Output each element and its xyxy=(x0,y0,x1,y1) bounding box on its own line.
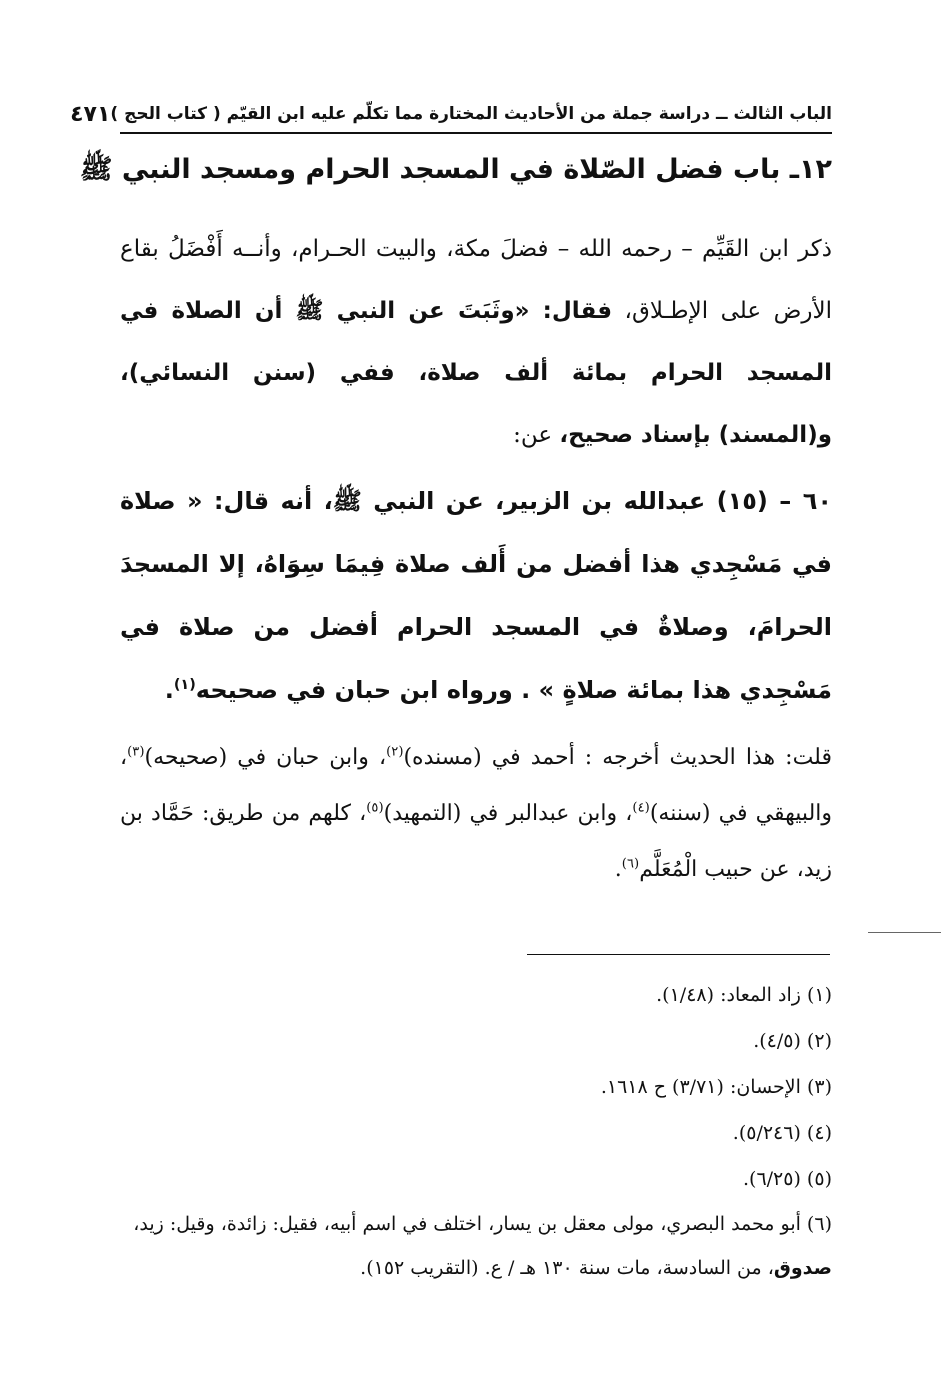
hadith-paragraph xyxy=(120,470,832,722)
footnote-ref: (٥) xyxy=(366,800,384,816)
margin-line xyxy=(868,932,941,933)
footnote-6-text: (٦) أبو محمد البصري، مولى معقل بن يسار، اختلف في اسم أبيه، فقيل: زائدة، وقيل: زيد، xyxy=(133,1213,832,1235)
footnote-6-grade: صدوق xyxy=(773,1257,832,1279)
footnote-separator xyxy=(527,954,830,955)
commentary-paragraph xyxy=(120,730,832,898)
commentary-text: ، والبيهقي في (سننه) xyxy=(120,745,833,826)
page-number: ٤٧١ xyxy=(70,101,111,127)
commentary-text: ، وابن حبان في (صحيحه) xyxy=(144,745,387,770)
intro-quote: فقال: «وثَبَتَ عن النبي ﷺ أن الصلاة في المسجد الحرام بمائة ألف صلاة، ففي (سنن النسائي)، و(المسند) بإسناد صحيح، xyxy=(120,298,832,448)
footnote-ref: (٦) xyxy=(621,856,640,872)
footnotes-list xyxy=(120,972,832,1290)
running-title: الباب الثالث ــ دراسة جملة من الأحاديث المختارة مما تكلّم عليه ابن القيّم ( كتاب الحج ) xyxy=(110,104,832,124)
hadith-end: . xyxy=(164,676,174,704)
footnote-ref: (٤) xyxy=(632,800,650,816)
commentary-text: قلت: هذا الحديث أخرجه : أحمد في (مسنده) xyxy=(403,745,832,770)
hadith-text: ٦٠ – (١٥) عبدالله بن الزبير، عن النبي ﷺ، أنه قال: « صلاة في مَسْجِدي هذا أفضل من أَلف صلاة فِيمَا سِوَاهُ، إلا المسجدَ الحرامَ، وصلاةٌ في المسجد الحرام أفضل من صلاة في مَسْجِدي هذا بمائة صلاةٍ » . ورواه ابن حبان في صحيحه xyxy=(120,487,832,704)
commentary-text: ، وابن عبدالبر في (التمهيد) xyxy=(383,801,633,826)
footnote-6 xyxy=(120,1202,832,1290)
footnote-3: (٣) الإحسان: (٣/٧١) ح ١٦١٨. xyxy=(600,1076,832,1098)
intro-text: ذكر ابن القَيِّم – رحمه الله – فضلَ مكة، والبيت الحـرام، وأنــه أَفْضَلُ بقاع الأرض على الإطـلاق، xyxy=(120,236,833,324)
footnote-6-text-end: ، من السادسة، مات سنة ١٣٠ هـ / ع. (التقريب ١٥٢). xyxy=(360,1257,774,1279)
intro-paragraph xyxy=(120,218,832,466)
footnote-5: (٥) (٦/٢٥). xyxy=(743,1168,832,1190)
footnote-2: (٢) (٤/٥). xyxy=(753,1030,832,1052)
running-header xyxy=(70,96,832,134)
chapter-title: ١٢ـ باب فضل الصّلاة في المسجد الحرام ومسجد النبي ﷺ xyxy=(79,154,832,185)
commentary-text: ، كلهم من طريق: حَمَّاد بن زيد، عن حبيب الْمُعَلَّم xyxy=(120,801,832,882)
commentary-text: . xyxy=(614,857,622,882)
footnote-ref: (١) xyxy=(173,677,196,693)
footnote-ref: (٢) xyxy=(386,744,404,760)
footnote-4: (٤) (٥/٢٤٦). xyxy=(732,1122,832,1144)
footnote-ref: (٣) xyxy=(127,744,145,760)
footnote-1: (١) زاد المعاد: (١/٤٨). xyxy=(656,984,832,1006)
intro-text-end: عن: xyxy=(513,422,560,448)
